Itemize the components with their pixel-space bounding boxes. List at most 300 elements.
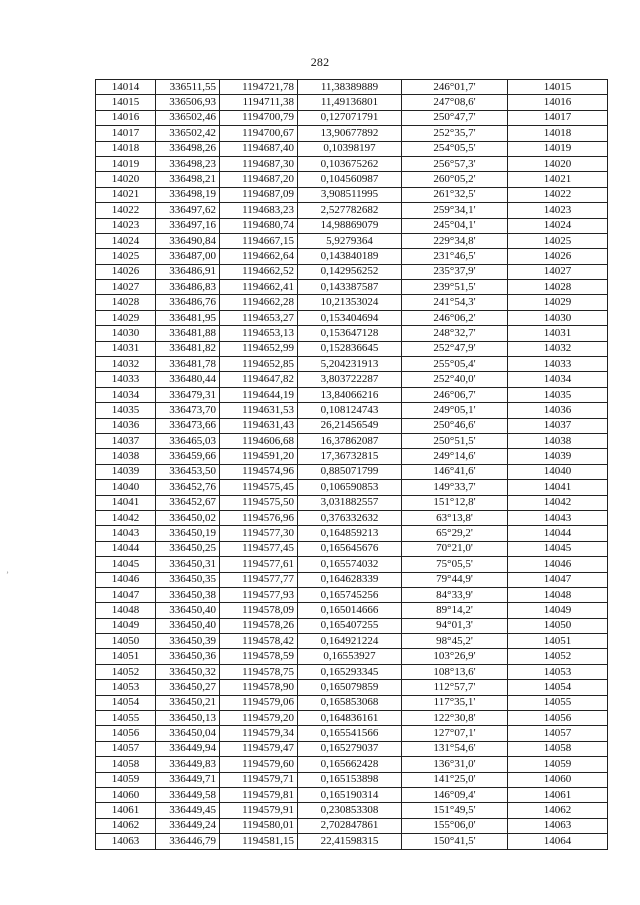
coord-y-cell: 1194580,01	[220, 818, 298, 833]
table-row	[96, 757, 608, 772]
coord-x-cell: 336481,88	[156, 326, 220, 341]
direction-angle-cell: 122°30,8'	[402, 711, 508, 726]
point-to-cell: 14025	[508, 233, 608, 248]
direction-angle-cell: 79°44,9'	[402, 572, 508, 587]
point-from-cell: 14034	[96, 387, 156, 402]
segment-length-cell: 0,108124743	[298, 403, 402, 418]
direction-angle-cell: 247°08,6'	[402, 95, 508, 110]
point-to-cell: 14034	[508, 372, 608, 387]
coord-y-cell: 1194662,41	[220, 280, 298, 295]
point-to-cell: 14023	[508, 203, 608, 218]
segment-length-cell: 0,152836645	[298, 341, 402, 356]
table-row	[96, 480, 608, 495]
table-row	[96, 126, 608, 141]
table-row	[96, 233, 608, 248]
coord-x-cell: 336450,40	[156, 618, 220, 633]
direction-angle-cell: 229°34,8'	[402, 233, 508, 248]
segment-length-cell: 0,165541566	[298, 726, 402, 741]
point-to-cell: 14029	[508, 295, 608, 310]
coord-y-cell: 1194577,30	[220, 526, 298, 541]
coord-y-cell: 1194575,50	[220, 495, 298, 510]
coord-x-cell: 336450,31	[156, 557, 220, 572]
table-row	[96, 834, 608, 849]
segment-length-cell: 0,10398197	[298, 141, 402, 156]
coord-y-cell: 1194578,42	[220, 634, 298, 649]
point-to-cell: 14032	[508, 341, 608, 356]
direction-angle-cell: 146°41,6'	[402, 464, 508, 479]
table-row	[96, 218, 608, 233]
direction-angle-cell: 89°14,2'	[402, 603, 508, 618]
segment-length-cell: 0,142956252	[298, 264, 402, 279]
segment-length-cell: 0,164628339	[298, 572, 402, 587]
table-row	[96, 695, 608, 710]
direction-angle-cell: 250°51,5'	[402, 433, 508, 448]
segment-length-cell: 0,164921224	[298, 634, 402, 649]
table-row	[96, 526, 608, 541]
point-to-cell: 14041	[508, 480, 608, 495]
point-to-cell: 14015	[508, 80, 608, 95]
point-from-cell: 14016	[96, 110, 156, 125]
point-from-cell: 14038	[96, 449, 156, 464]
coord-y-cell: 1194721,78	[220, 80, 298, 95]
point-to-cell: 14017	[508, 110, 608, 125]
coord-x-cell: 336450,39	[156, 634, 220, 649]
table-row	[96, 741, 608, 756]
point-from-cell: 14060	[96, 787, 156, 802]
point-to-cell: 14045	[508, 541, 608, 556]
segment-length-cell: 0,143387587	[298, 280, 402, 295]
direction-angle-cell: 136°31,0'	[402, 757, 508, 772]
table-row	[96, 711, 608, 726]
coord-x-cell: 336481,95	[156, 310, 220, 325]
direction-angle-cell: 127°07,1'	[402, 726, 508, 741]
point-from-cell: 14046	[96, 572, 156, 587]
coord-x-cell: 336480,44	[156, 372, 220, 387]
segment-length-cell: 0,103675262	[298, 156, 402, 171]
coord-y-cell: 1194606,68	[220, 433, 298, 448]
coord-x-cell: 336506,93	[156, 95, 220, 110]
coord-y-cell: 1194652,99	[220, 341, 298, 356]
direction-angle-cell: 141°25,0'	[402, 772, 508, 787]
coord-x-cell: 336473,66	[156, 418, 220, 433]
point-from-cell: 14015	[96, 95, 156, 110]
segment-length-cell: 3,031882557	[298, 495, 402, 510]
point-from-cell: 14047	[96, 587, 156, 602]
point-to-cell: 14055	[508, 695, 608, 710]
point-to-cell: 14048	[508, 587, 608, 602]
coord-x-cell: 336450,13	[156, 711, 220, 726]
coord-y-cell: 1194579,60	[220, 757, 298, 772]
coord-x-cell: 336459,66	[156, 449, 220, 464]
table-row	[96, 433, 608, 448]
coord-y-cell: 1194662,52	[220, 264, 298, 279]
coord-y-cell: 1194680,74	[220, 218, 298, 233]
segment-length-cell: 0,885071799	[298, 464, 402, 479]
point-to-cell: 14054	[508, 680, 608, 695]
point-from-cell: 14027	[96, 280, 156, 295]
direction-angle-cell: 65°29,2'	[402, 526, 508, 541]
table-row	[96, 418, 608, 433]
direction-angle-cell: 249°14,6'	[402, 449, 508, 464]
segment-length-cell: 0,165407255	[298, 618, 402, 633]
coord-x-cell: 336450,35	[156, 572, 220, 587]
table-row	[96, 203, 608, 218]
point-to-cell: 14064	[508, 834, 608, 849]
point-from-cell: 14049	[96, 618, 156, 633]
coord-y-cell: 1194653,13	[220, 326, 298, 341]
point-from-cell: 14014	[96, 80, 156, 95]
coord-y-cell: 1194652,85	[220, 357, 298, 372]
point-to-cell: 14059	[508, 757, 608, 772]
coord-x-cell: 336486,76	[156, 295, 220, 310]
direction-angle-cell: 151°49,5'	[402, 803, 508, 818]
coord-y-cell: 1194579,47	[220, 741, 298, 756]
segment-length-cell: 0,127071791	[298, 110, 402, 125]
coord-y-cell: 1194644,19	[220, 387, 298, 402]
direction-angle-cell: 250°46,6'	[402, 418, 508, 433]
direction-angle-cell: 112°57,7'	[402, 680, 508, 695]
table-row	[96, 726, 608, 741]
coord-x-cell: 336481,82	[156, 341, 220, 356]
coord-y-cell: 1194578,75	[220, 664, 298, 679]
point-to-cell: 14021	[508, 172, 608, 187]
point-to-cell: 14053	[508, 664, 608, 679]
segment-length-cell: 16,37862087	[298, 433, 402, 448]
point-to-cell: 14037	[508, 418, 608, 433]
direction-angle-cell: 70°21,0'	[402, 541, 508, 556]
margin-mark: ’	[6, 570, 9, 580]
table-row	[96, 572, 608, 587]
direction-angle-cell: 84°33,9'	[402, 587, 508, 602]
point-from-cell: 14030	[96, 326, 156, 341]
coord-x-cell: 336450,04	[156, 726, 220, 741]
segment-length-cell: 0,165645676	[298, 541, 402, 556]
table-row	[96, 249, 608, 264]
coord-y-cell: 1194577,77	[220, 572, 298, 587]
point-to-cell: 14026	[508, 249, 608, 264]
direction-angle-cell: 231°46,5'	[402, 249, 508, 264]
table-row	[96, 310, 608, 325]
segment-length-cell: 0,165153898	[298, 772, 402, 787]
point-to-cell: 14019	[508, 141, 608, 156]
coord-x-cell: 336446,79	[156, 834, 220, 849]
direction-angle-cell: 261°32,5'	[402, 187, 508, 202]
coord-x-cell: 336450,36	[156, 649, 220, 664]
point-to-cell: 14033	[508, 357, 608, 372]
direction-angle-cell: 256°57,3'	[402, 156, 508, 171]
segment-length-cell: 0,153404694	[298, 310, 402, 325]
coord-y-cell: 1194687,09	[220, 187, 298, 202]
table-row	[96, 464, 608, 479]
segment-length-cell: 0,104560987	[298, 172, 402, 187]
point-from-cell: 14041	[96, 495, 156, 510]
point-to-cell: 14044	[508, 526, 608, 541]
point-from-cell: 14062	[96, 818, 156, 833]
coord-y-cell: 1194577,93	[220, 587, 298, 602]
point-to-cell: 14051	[508, 634, 608, 649]
point-to-cell: 14056	[508, 711, 608, 726]
segment-length-cell: 2,702847861	[298, 818, 402, 833]
point-to-cell: 14050	[508, 618, 608, 633]
coord-y-cell: 1194579,91	[220, 803, 298, 818]
coord-y-cell: 1194647,82	[220, 372, 298, 387]
coord-y-cell: 1194581,15	[220, 834, 298, 849]
coord-x-cell: 336487,00	[156, 249, 220, 264]
coord-x-cell: 336498,23	[156, 156, 220, 171]
point-from-cell: 14023	[96, 218, 156, 233]
segment-length-cell: 0,165279037	[298, 741, 402, 756]
point-to-cell: 14042	[508, 495, 608, 510]
segment-length-cell: 0,165190314	[298, 787, 402, 802]
table-row	[96, 541, 608, 556]
direction-angle-cell: 98°45,2'	[402, 634, 508, 649]
table-row	[96, 95, 608, 110]
table-row	[96, 557, 608, 572]
segment-length-cell: 0,16553927	[298, 649, 402, 664]
point-from-cell: 14052	[96, 664, 156, 679]
direction-angle-cell: 75°05,5'	[402, 557, 508, 572]
table-row	[96, 141, 608, 156]
table-row	[96, 172, 608, 187]
point-from-cell: 14053	[96, 680, 156, 695]
coord-x-cell: 336511,55	[156, 80, 220, 95]
point-from-cell: 14051	[96, 649, 156, 664]
point-to-cell: 14049	[508, 603, 608, 618]
point-from-cell: 14050	[96, 634, 156, 649]
point-to-cell: 14047	[508, 572, 608, 587]
point-to-cell: 14052	[508, 649, 608, 664]
point-from-cell: 14035	[96, 403, 156, 418]
segment-length-cell: 3,803722287	[298, 372, 402, 387]
direction-angle-cell: 249°05,1'	[402, 403, 508, 418]
table-row	[96, 295, 608, 310]
table-row	[96, 772, 608, 787]
coord-y-cell: 1194579,71	[220, 772, 298, 787]
direction-angle-cell: 63°13,8'	[402, 510, 508, 525]
point-from-cell: 14058	[96, 757, 156, 772]
point-from-cell: 14024	[96, 233, 156, 248]
coord-x-cell: 336453,50	[156, 464, 220, 479]
point-to-cell: 14018	[508, 126, 608, 141]
direction-angle-cell: 252°47,9'	[402, 341, 508, 356]
segment-length-cell: 0,164859213	[298, 526, 402, 541]
table-row	[96, 357, 608, 372]
coord-x-cell: 336486,91	[156, 264, 220, 279]
segment-length-cell: 17,36732815	[298, 449, 402, 464]
coord-x-cell: 336450,40	[156, 603, 220, 618]
table-row	[96, 603, 608, 618]
coord-y-cell: 1194576,96	[220, 510, 298, 525]
table-row	[96, 634, 608, 649]
point-to-cell: 14060	[508, 772, 608, 787]
direction-angle-cell: 260°05,2'	[402, 172, 508, 187]
table-row	[96, 187, 608, 202]
table-row	[96, 387, 608, 402]
coord-y-cell: 1194687,30	[220, 156, 298, 171]
segment-length-cell: 0,165079859	[298, 680, 402, 695]
coord-y-cell: 1194577,61	[220, 557, 298, 572]
point-from-cell: 14031	[96, 341, 156, 356]
segment-length-cell: 5,204231913	[298, 357, 402, 372]
direction-angle-cell: 254°05,5'	[402, 141, 508, 156]
table-row	[96, 80, 608, 95]
coord-x-cell: 336498,21	[156, 172, 220, 187]
segment-length-cell: 11,38389889	[298, 80, 402, 95]
coord-y-cell: 1194579,20	[220, 711, 298, 726]
segment-length-cell: 0,143840189	[298, 249, 402, 264]
table-row	[96, 449, 608, 464]
coord-x-cell: 336450,27	[156, 680, 220, 695]
point-to-cell: 14058	[508, 741, 608, 756]
segment-length-cell: 13,84066216	[298, 387, 402, 402]
coord-x-cell: 336497,16	[156, 218, 220, 233]
table-row	[96, 110, 608, 125]
direction-angle-cell: 252°40,0'	[402, 372, 508, 387]
point-to-cell: 14046	[508, 557, 608, 572]
coord-x-cell: 336449,45	[156, 803, 220, 818]
segment-length-cell: 0,376332632	[298, 510, 402, 525]
point-from-cell: 14043	[96, 526, 156, 541]
point-to-cell: 14016	[508, 95, 608, 110]
coord-x-cell: 336502,42	[156, 126, 220, 141]
coord-x-cell: 336490,84	[156, 233, 220, 248]
coord-x-cell: 336481,78	[156, 357, 220, 372]
point-from-cell: 14063	[96, 834, 156, 849]
segment-length-cell: 0,165662428	[298, 757, 402, 772]
segment-length-cell: 0,165014666	[298, 603, 402, 618]
point-to-cell: 14028	[508, 280, 608, 295]
direction-angle-cell: 131°54,6'	[402, 741, 508, 756]
direction-angle-cell: 155°06,0'	[402, 818, 508, 833]
table-row	[96, 280, 608, 295]
point-from-cell: 14029	[96, 310, 156, 325]
direction-angle-cell: 246°01,7'	[402, 80, 508, 95]
coord-x-cell: 336498,19	[156, 187, 220, 202]
table-row	[96, 403, 608, 418]
coord-y-cell: 1194700,79	[220, 110, 298, 125]
table-row	[96, 495, 608, 510]
coord-x-cell: 336449,71	[156, 772, 220, 787]
coord-x-cell: 336479,31	[156, 387, 220, 402]
point-from-cell: 14028	[96, 295, 156, 310]
direction-angle-cell: 108°13,6'	[402, 664, 508, 679]
coord-x-cell: 336450,32	[156, 664, 220, 679]
direction-angle-cell: 245°04,1'	[402, 218, 508, 233]
segment-length-cell: 14,98869079	[298, 218, 402, 233]
coord-x-cell: 336465,03	[156, 433, 220, 448]
coord-y-cell: 1194578,26	[220, 618, 298, 633]
coord-y-cell: 1194687,40	[220, 141, 298, 156]
segment-length-cell: 26,21456549	[298, 418, 402, 433]
coord-x-cell: 336473,70	[156, 403, 220, 418]
coord-y-cell: 1194653,27	[220, 310, 298, 325]
segment-length-cell: 0,230853308	[298, 803, 402, 818]
point-from-cell: 14040	[96, 480, 156, 495]
point-to-cell: 14024	[508, 218, 608, 233]
point-to-cell: 14057	[508, 726, 608, 741]
table-row	[96, 649, 608, 664]
coord-x-cell: 336449,83	[156, 757, 220, 772]
direction-angle-cell: 246°06,7'	[402, 387, 508, 402]
coord-x-cell: 336486,83	[156, 280, 220, 295]
point-from-cell: 14037	[96, 433, 156, 448]
direction-angle-cell: 150°41,5'	[402, 834, 508, 849]
table-row	[96, 264, 608, 279]
point-from-cell: 14059	[96, 772, 156, 787]
direction-angle-cell: 151°12,8'	[402, 495, 508, 510]
coord-y-cell: 1194579,81	[220, 787, 298, 802]
table-row	[96, 680, 608, 695]
direction-angle-cell: 250°47,7'	[402, 110, 508, 125]
coord-x-cell: 336502,46	[156, 110, 220, 125]
coord-x-cell: 336450,38	[156, 587, 220, 602]
point-to-cell: 14035	[508, 387, 608, 402]
point-to-cell: 14038	[508, 433, 608, 448]
point-to-cell: 14039	[508, 449, 608, 464]
point-to-cell: 14030	[508, 310, 608, 325]
segment-length-cell: 0,165574032	[298, 557, 402, 572]
coord-x-cell: 336449,24	[156, 818, 220, 833]
coord-y-cell: 1194574,96	[220, 464, 298, 479]
coord-y-cell: 1194579,06	[220, 695, 298, 710]
point-to-cell: 14040	[508, 464, 608, 479]
table-row	[96, 341, 608, 356]
point-to-cell: 14031	[508, 326, 608, 341]
point-from-cell: 14017	[96, 126, 156, 141]
segment-length-cell: 0,106590853	[298, 480, 402, 495]
table-row	[96, 818, 608, 833]
point-to-cell: 14022	[508, 187, 608, 202]
coord-x-cell: 336450,25	[156, 541, 220, 556]
direction-angle-cell: 146°09,4'	[402, 787, 508, 802]
coord-x-cell: 336450,21	[156, 695, 220, 710]
point-from-cell: 14039	[96, 464, 156, 479]
coord-y-cell: 1194575,45	[220, 480, 298, 495]
segment-length-cell: 22,41598315	[298, 834, 402, 849]
coord-y-cell: 1194631,43	[220, 418, 298, 433]
point-to-cell: 14063	[508, 818, 608, 833]
coord-x-cell: 336449,94	[156, 741, 220, 756]
point-from-cell: 14021	[96, 187, 156, 202]
direction-angle-cell: 248°32,7'	[402, 326, 508, 341]
direction-angle-cell: 239°51,5'	[402, 280, 508, 295]
page-number: 282	[310, 55, 330, 69]
coord-x-cell: 336497,62	[156, 203, 220, 218]
coordinates-table-body	[96, 80, 608, 850]
point-to-cell: 14020	[508, 156, 608, 171]
coord-y-cell: 1194700,67	[220, 126, 298, 141]
coord-y-cell: 1194631,53	[220, 403, 298, 418]
point-from-cell: 14022	[96, 203, 156, 218]
point-to-cell: 14036	[508, 403, 608, 418]
table-row	[96, 510, 608, 525]
coord-x-cell: 336450,02	[156, 510, 220, 525]
segment-length-cell: 0,165293345	[298, 664, 402, 679]
table-row	[96, 664, 608, 679]
direction-angle-cell: 94°01,3'	[402, 618, 508, 633]
point-from-cell: 14044	[96, 541, 156, 556]
direction-angle-cell: 252°35,7'	[402, 126, 508, 141]
point-from-cell: 14019	[96, 156, 156, 171]
direction-angle-cell: 103°26,9'	[402, 649, 508, 664]
point-to-cell: 14027	[508, 264, 608, 279]
direction-angle-cell: 255°05,4'	[402, 357, 508, 372]
coord-x-cell: 336449,58	[156, 787, 220, 802]
direction-angle-cell: 235°37,9'	[402, 264, 508, 279]
coord-y-cell: 1194577,45	[220, 541, 298, 556]
point-to-cell: 14043	[508, 510, 608, 525]
table-row	[96, 372, 608, 387]
